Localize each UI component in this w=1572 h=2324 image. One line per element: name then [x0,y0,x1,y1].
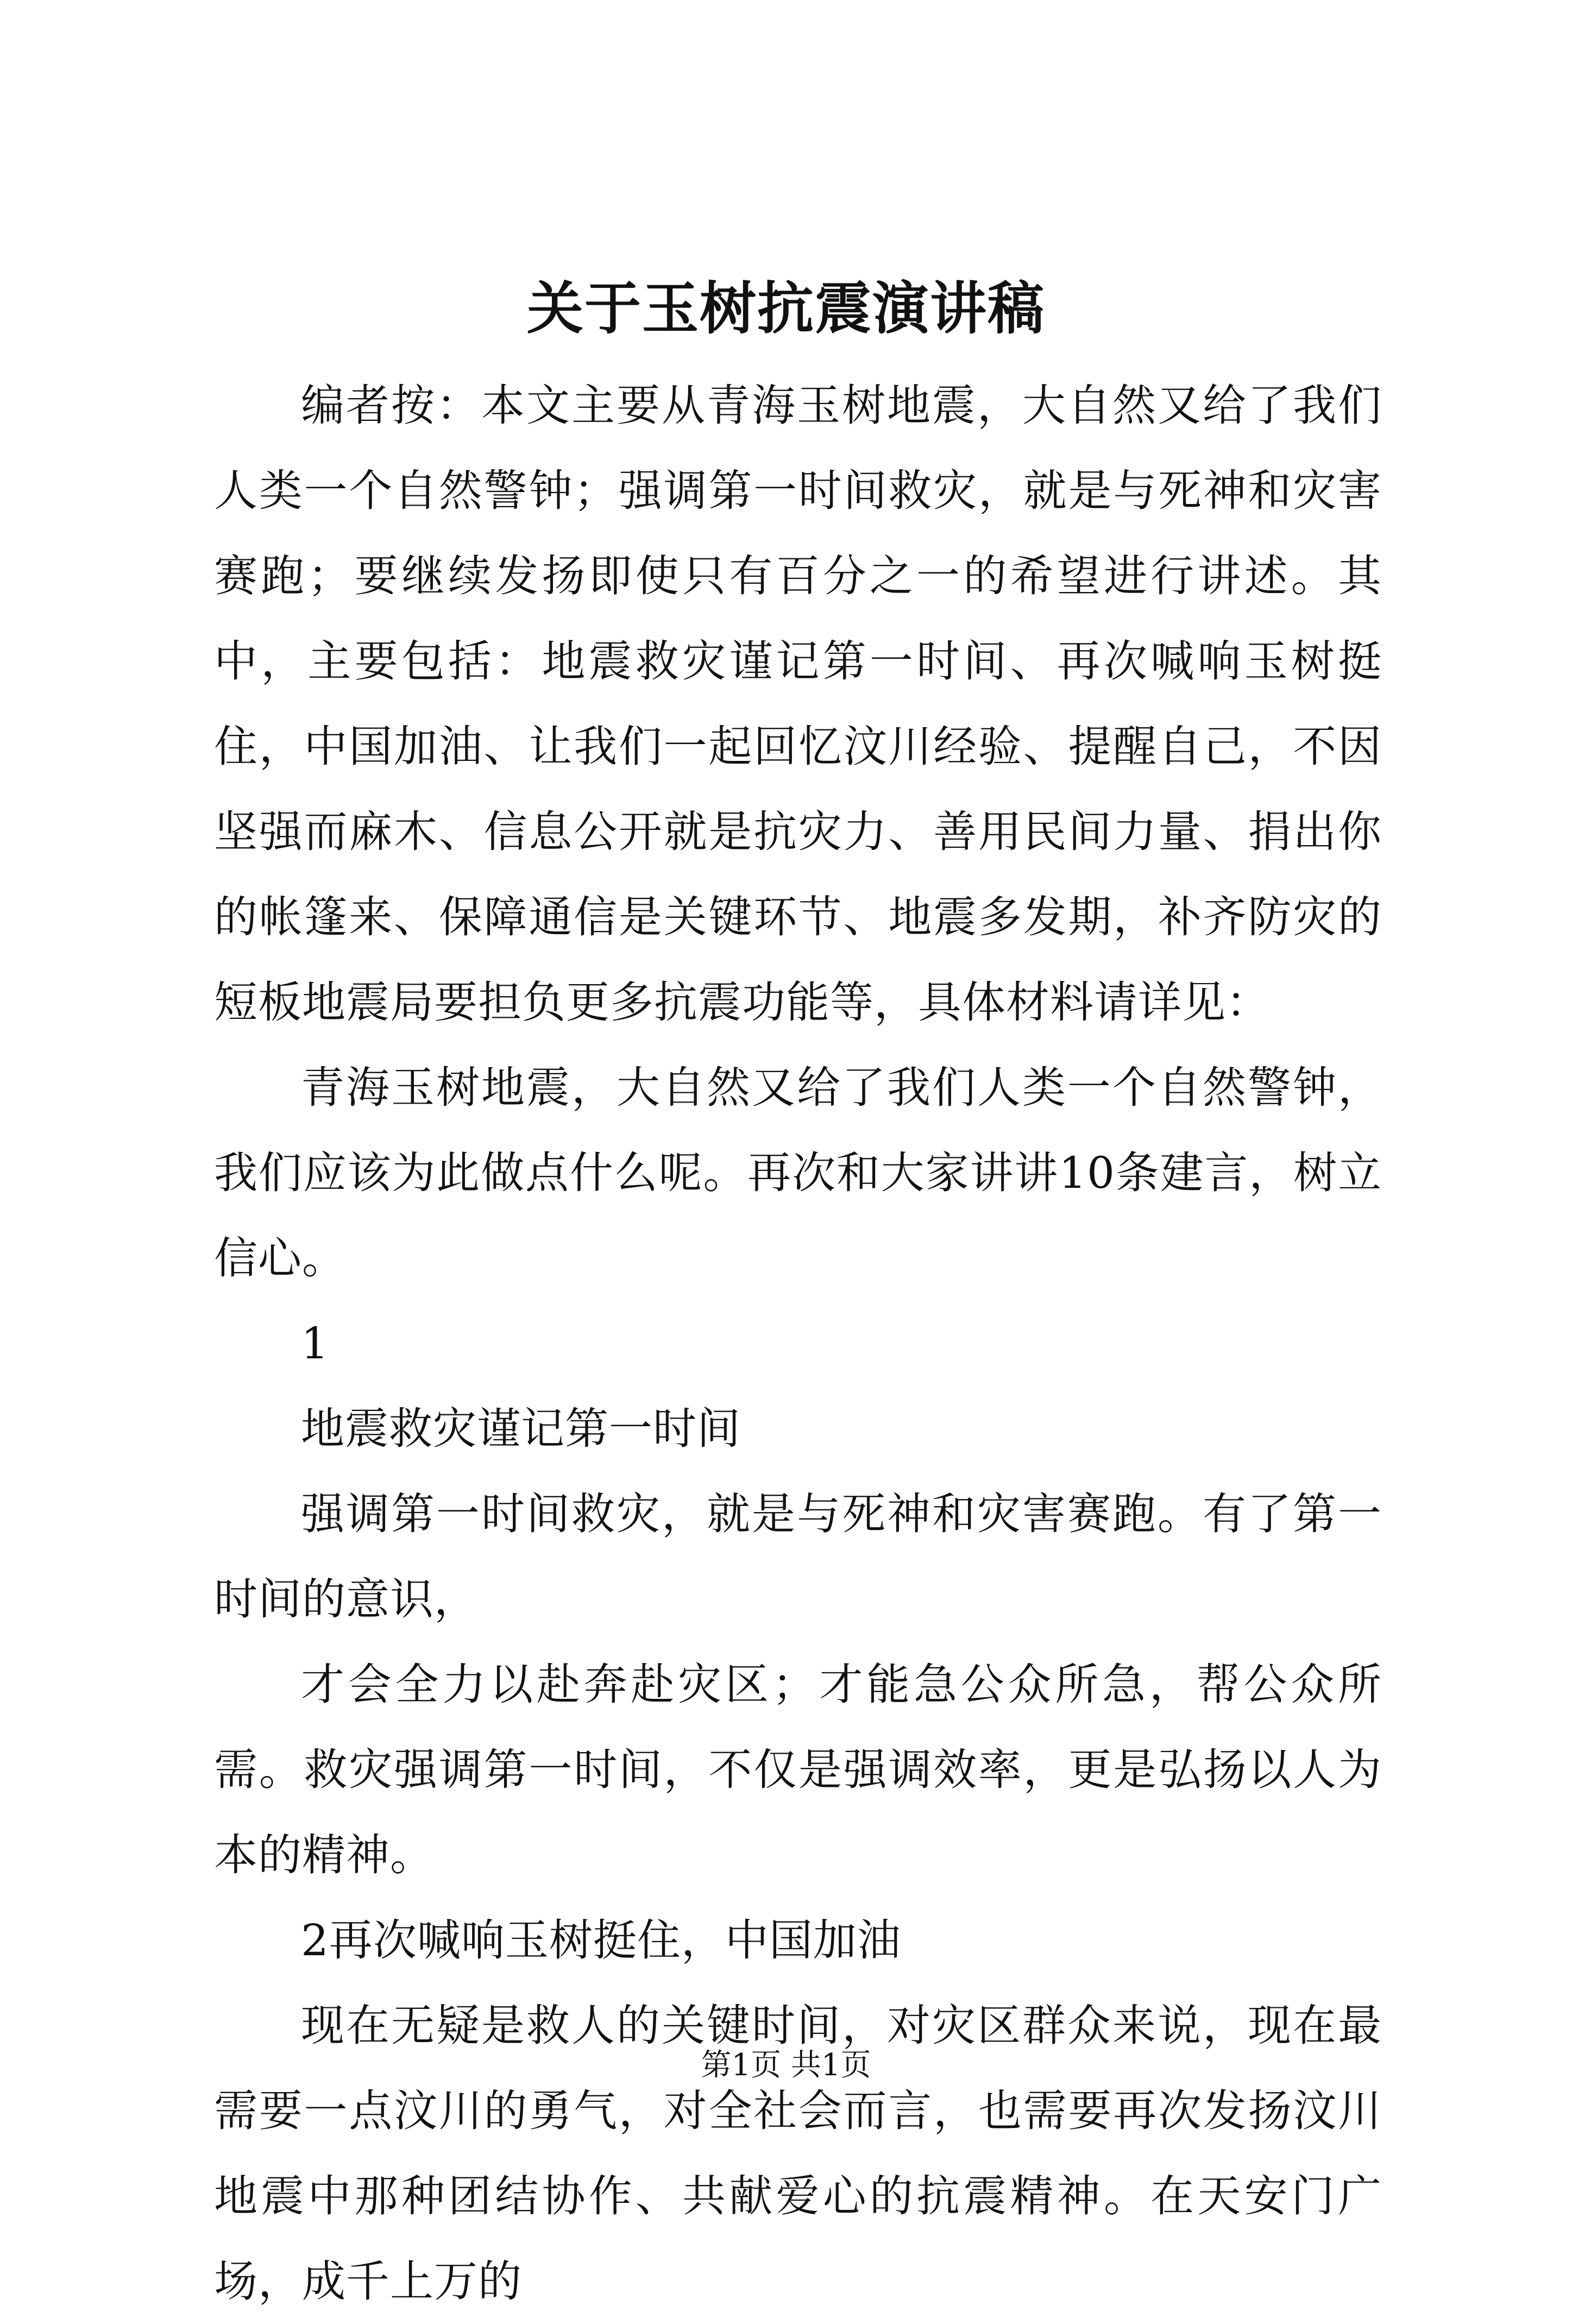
section-heading-2: 2再次喊响玉树挺住，中国加油 [301,1915,901,1966]
section-number-1: 1 [301,1318,329,1369]
document-body [214,363,1382,2324]
section-heading-1: 地震救灾谨记第一时间 [301,1403,741,1454]
paragraph-intro: 青海玉树地震，大自然又给了我们人类一个自然警钟，我们应该为此做点什么呢。再次和大家讲讲10条建言，树立信心。 [214,1062,1382,1283]
paragraph-section-2: 现在无疑是救人的关键时间，对灾区群众来说，现在最需要一点汶川的勇气，对全社会而言，也需要再次发扬汶川地震中那种团结协作、共献爱心的抗震精神。在天安门广场，成千上万的 [214,2000,1382,2307]
page-footer: 第1页 共1页 [701,2048,871,2083]
paragraph-editor-note: 编者按：本文主要从青海玉树地震，大自然又给了我们人类一个自然警钟；强调第一时间救灾，就是与死神和灾害赛跑；要继续发扬即使只有百分之一的希望进行讲述。其中，主要包括：地震救灾谨记第一时间、再次喊响玉树挺住，中国加油、让我们一起回忆汶川经验、提醒自己，不因坚强而麻木、信息公开就是抗灾力、善用民间力量、捐出你的帐篷来、保障通信是关键环节、地震多发期，补齐防灾的短板地震局要担负更多抗震功能等，具体材料请详见： [214,380,1382,1028]
paragraph-section-1-a: 强调第一时间救灾，就是与死神和灾害赛跑。有了第一时间的意识， [214,1489,1382,1624]
document-title: 关于玉树抗震演讲稿 [526,275,1045,342]
paragraph-section-1-b: 才会全力以赴奔赴灾区；才能急公众所急，帮公众所需。救灾强调第一时间，不仅是强调效率，更是弘扬以人为本的精神。 [214,1659,1382,1880]
